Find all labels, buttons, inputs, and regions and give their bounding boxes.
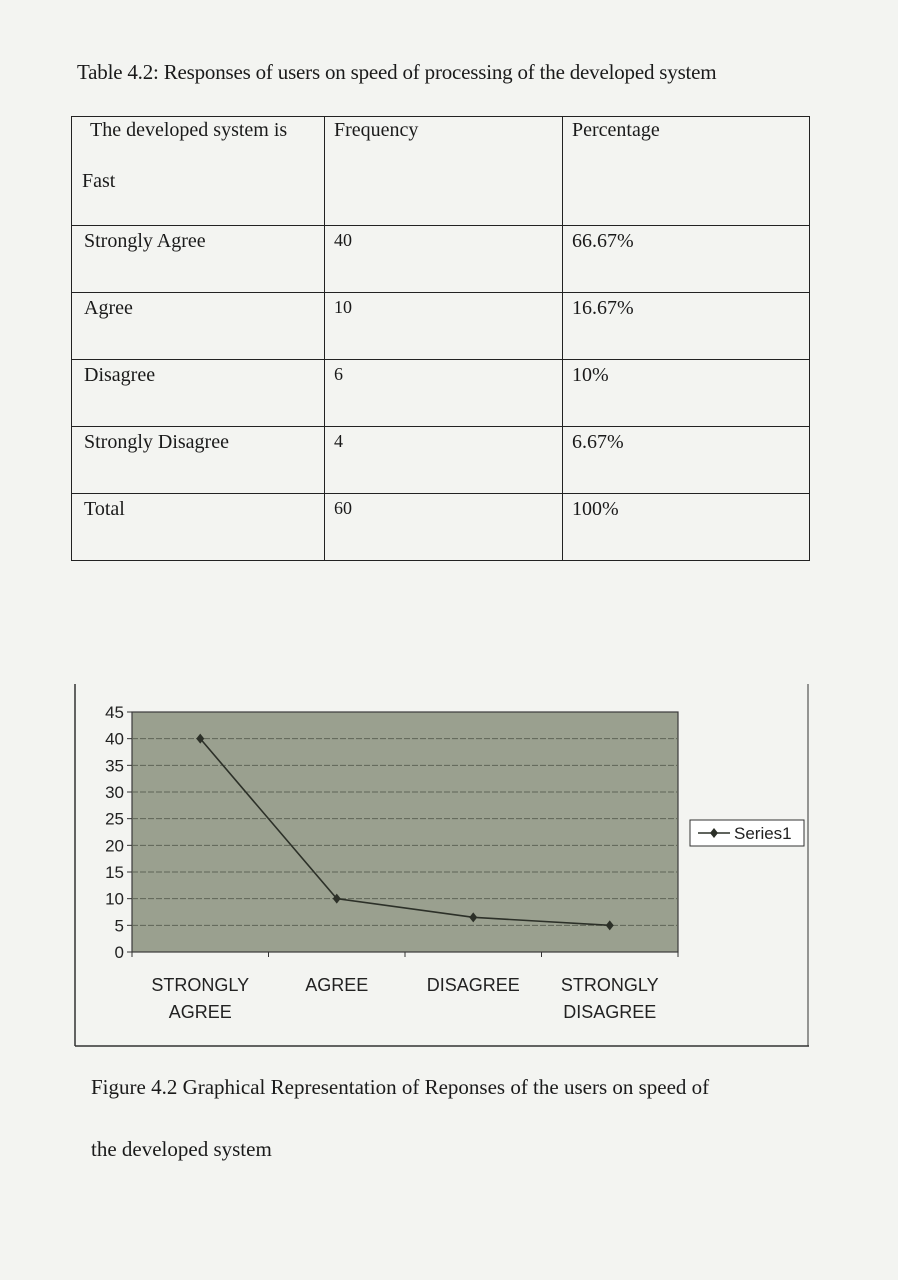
table-row-total <box>72 494 810 561</box>
header-cell-frequency <box>325 117 563 226</box>
header-percentage: Percentage <box>572 119 660 141</box>
responses-table <box>71 116 810 561</box>
row-label: Agree <box>84 297 133 319</box>
x-category-label: AGREE <box>168 1002 232 1022</box>
table-row <box>72 293 810 360</box>
line-chart <box>74 684 810 1048</box>
table-header-row <box>72 117 810 226</box>
x-category-label: DISAGREE <box>426 975 520 995</box>
header-cell-statement <box>72 117 325 226</box>
y-tick-label: 35 <box>105 756 124 776</box>
row-percentage: 16.67% <box>572 297 634 319</box>
plot-area <box>132 712 678 952</box>
header-statement-line2: Fast <box>82 170 116 192</box>
figure-caption-line2: the developed system <box>91 1137 272 1161</box>
y-tick-label: 25 <box>105 809 124 829</box>
table-row <box>72 427 810 494</box>
row-label: Strongly Agree <box>84 230 206 252</box>
row-label: Strongly Disagree <box>84 431 229 453</box>
y-tick-label: 45 <box>105 703 124 722</box>
header-cell-percentage <box>563 117 810 226</box>
table-row <box>72 360 810 427</box>
table-row <box>72 226 810 293</box>
row-percentage: 10% <box>572 364 609 386</box>
x-category-label: DISAGREE <box>563 1002 657 1022</box>
row-percentage: 66.67% <box>572 230 634 252</box>
chart-svg <box>74 684 810 1048</box>
x-category-label: STRONGLY <box>560 975 659 995</box>
y-tick-label: 20 <box>105 836 124 856</box>
figure-caption-line1: Figure 4.2 Graphical Representation of Reponses of the users on speed of <box>91 1075 710 1099</box>
row-label: Total <box>84 498 125 520</box>
y-tick-label: 0 <box>114 943 124 962</box>
y-tick-label: 40 <box>105 729 124 749</box>
y-tick-label: 5 <box>114 916 124 936</box>
row-frequency: 6 <box>334 364 343 384</box>
row-percentage: 6.67% <box>572 431 624 453</box>
row-frequency: 10 <box>334 297 352 317</box>
y-tick-label: 10 <box>105 889 124 909</box>
header-frequency: Frequency <box>334 119 419 141</box>
row-frequency: 40 <box>334 230 352 250</box>
legend-label: Series1 <box>734 824 792 843</box>
x-category-label: AGREE <box>305 975 369 995</box>
row-percentage: 100% <box>572 498 619 520</box>
y-tick-label: 30 <box>105 783 124 802</box>
row-frequency: 4 <box>334 431 343 451</box>
header-statement-line1: The developed system is <box>90 119 288 141</box>
x-category-label: STRONGLY <box>151 975 250 995</box>
row-label: Disagree <box>84 364 156 386</box>
y-tick-label: 15 <box>105 863 124 882</box>
table-caption: Table 4.2: Responses of users on speed of processing of the developed system <box>77 60 717 84</box>
row-frequency: 60 <box>334 498 352 518</box>
